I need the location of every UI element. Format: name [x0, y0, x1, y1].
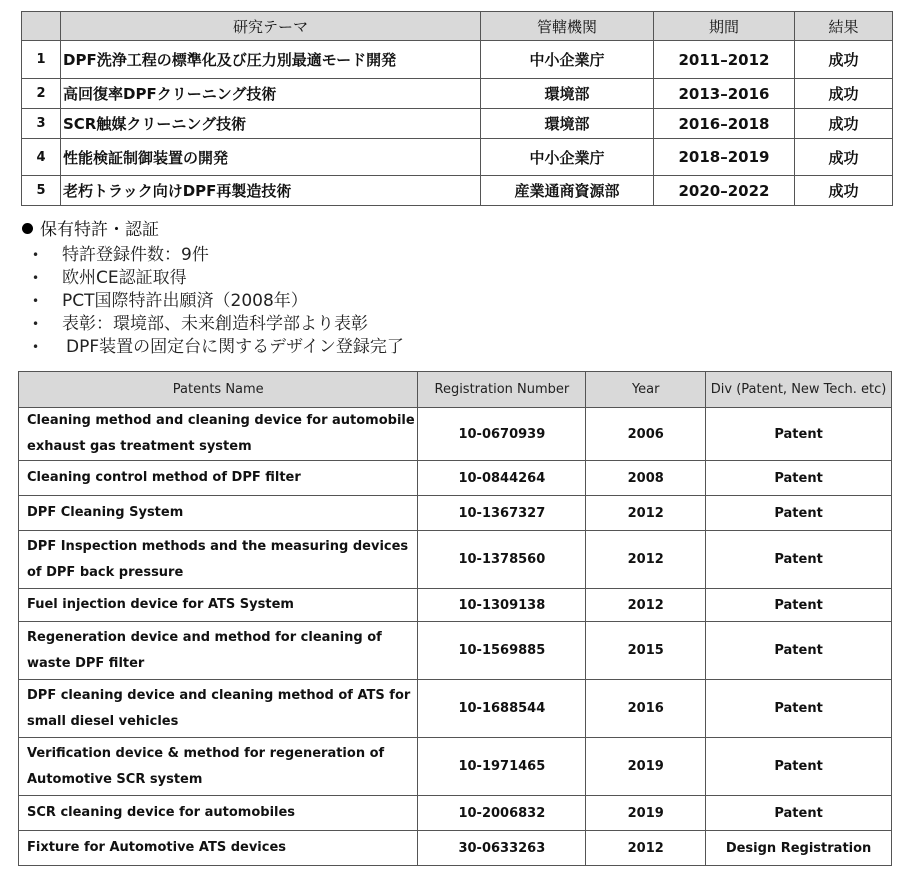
research-header-row	[22, 12, 893, 41]
bullet-dot-icon: •	[32, 248, 40, 262]
patent-year: 2016	[586, 680, 706, 738]
patent-registration-number: 10-2006832	[418, 796, 586, 831]
patents-header-name: Patents Name	[19, 372, 418, 408]
patents-row	[19, 461, 892, 496]
patents-row	[19, 680, 892, 738]
patent-year: 2019	[586, 796, 706, 831]
patent-division: Patent	[706, 796, 892, 831]
patent-year: 2012	[586, 831, 706, 866]
patents-summary-item	[32, 267, 404, 290]
research-row-theme: DPF洗浄工程の標準化及び圧力別最適モード開発	[61, 41, 481, 79]
patents-section-heading	[22, 215, 159, 240]
research-row	[22, 176, 893, 206]
patent-division: Patent	[706, 622, 892, 680]
patents-row	[19, 408, 892, 461]
research-row-result: 成功	[795, 41, 893, 79]
research-row-period: 2013–2016	[654, 79, 795, 109]
patent-year: 2008	[586, 461, 706, 496]
patent-division: Patent	[706, 531, 892, 589]
patent-name: DPF cleaning device and cleaning method of ATS for small diesel vehicles	[19, 680, 418, 738]
research-row-number: 3	[22, 109, 61, 139]
patent-name: Cleaning method and cleaning device for automobile exhaust gas treatment system	[19, 408, 418, 461]
patents-header-year: Year	[586, 372, 706, 408]
bullet-dot-icon: •	[32, 294, 40, 308]
patents-section-title: 保有特許・認証	[40, 220, 159, 240]
patents-summary-text: 表彰：環境部、未来創造科学部より表彰	[62, 314, 368, 334]
patents-summary-item	[32, 244, 404, 267]
research-header-theme: 研究テーマ	[61, 12, 481, 41]
patent-name: SCR cleaning device for automobiles	[19, 796, 418, 831]
patent-division: Patent	[706, 738, 892, 796]
research-row	[22, 109, 893, 139]
patent-name: DPF Inspection methods and the measuring devices of DPF back pressure	[19, 531, 418, 589]
patent-name: Fixture for Automotive ATS devices	[19, 831, 418, 866]
research-row-period: 2020–2022	[654, 176, 795, 206]
bullet-circle-icon	[22, 223, 33, 234]
patents-header-div: Div (Patent, New Tech. etc)	[706, 372, 892, 408]
research-row-result: 成功	[795, 109, 893, 139]
patents-header-number: Registration Number	[418, 372, 586, 408]
patent-division: Patent	[706, 680, 892, 738]
patent-year: 2015	[586, 622, 706, 680]
patent-registration-number: 10-1378560	[418, 531, 586, 589]
research-row-period: 2016–2018	[654, 109, 795, 139]
research-header-result: 結果	[795, 12, 893, 41]
patent-division: Design Registration	[706, 831, 892, 866]
bullet-dot-icon: •	[32, 340, 40, 354]
patents-summary-text: 欧州CE認証取得	[62, 268, 187, 288]
patent-registration-number: 10-1309138	[418, 589, 586, 622]
research-row-number: 5	[22, 176, 61, 206]
patent-registration-number: 10-1971465	[418, 738, 586, 796]
research-row-agency: 環境部	[481, 109, 654, 139]
research-row-result: 成功	[795, 79, 893, 109]
research-table	[21, 11, 893, 206]
patents-row	[19, 796, 892, 831]
patent-year: 2012	[586, 531, 706, 589]
research-row-theme: 性能検証制御装置の開発	[61, 139, 481, 176]
bullet-dot-icon: •	[32, 317, 40, 331]
research-row-agency: 中小企業庁	[481, 139, 654, 176]
research-row-theme: 高回復率DPFクリーニング技術	[61, 79, 481, 109]
research-row	[22, 79, 893, 109]
patents-row	[19, 496, 892, 531]
patents-row	[19, 738, 892, 796]
patent-name: DPF Cleaning System	[19, 496, 418, 531]
research-header-number	[22, 12, 61, 41]
patent-division: Patent	[706, 408, 892, 461]
patents-row	[19, 831, 892, 866]
patent-name: Verification device & method for regeneration of Automotive SCR system	[19, 738, 418, 796]
patents-summary-list	[32, 244, 404, 359]
patents-table	[18, 371, 892, 866]
patents-summary-text: PCT国際特許出願済（2008年）	[62, 291, 308, 311]
research-row-agency: 中小企業庁	[481, 41, 654, 79]
patent-registration-number: 10-1569885	[418, 622, 586, 680]
patent-year: 2012	[586, 589, 706, 622]
research-row-period: 2018–2019	[654, 139, 795, 176]
patents-row	[19, 622, 892, 680]
bullet-dot-icon: •	[32, 271, 40, 285]
research-row-period: 2011–2012	[654, 41, 795, 79]
research-header-period: 期間	[654, 12, 795, 41]
patent-year: 2006	[586, 408, 706, 461]
research-header-agency: 管轄機関	[481, 12, 654, 41]
patents-summary-text: 特許登録件数：9件	[62, 245, 209, 265]
patent-registration-number: 10-0844264	[418, 461, 586, 496]
patent-registration-number: 30-0633263	[418, 831, 586, 866]
research-row	[22, 41, 893, 79]
patents-summary-item	[32, 336, 404, 359]
patent-registration-number: 10-1688544	[418, 680, 586, 738]
research-row-theme: SCR触媒クリーニング技術	[61, 109, 481, 139]
patents-row	[19, 589, 892, 622]
patent-year: 2012	[586, 496, 706, 531]
patents-header-row	[19, 372, 892, 408]
patents-row	[19, 531, 892, 589]
research-row-result: 成功	[795, 176, 893, 206]
patent-division: Patent	[706, 461, 892, 496]
research-row-number: 1	[22, 41, 61, 79]
patent-division: Patent	[706, 496, 892, 531]
patents-summary-item	[32, 290, 404, 313]
patents-summary-item	[32, 313, 404, 336]
research-row-number: 4	[22, 139, 61, 176]
patents-summary-text: DPF装置の固定台に関するデザイン登録完了	[66, 337, 404, 357]
patent-name: Cleaning control method of DPF filter	[19, 461, 418, 496]
research-row-agency: 産業通商資源部	[481, 176, 654, 206]
patent-name: Regeneration device and method for cleaning of waste DPF filter	[19, 622, 418, 680]
patent-name: Fuel injection device for ATS System	[19, 589, 418, 622]
patent-registration-number: 10-0670939	[418, 408, 586, 461]
patent-registration-number: 10-1367327	[418, 496, 586, 531]
research-row-result: 成功	[795, 139, 893, 176]
patent-division: Patent	[706, 589, 892, 622]
research-row-number: 2	[22, 79, 61, 109]
patent-year: 2019	[586, 738, 706, 796]
research-row	[22, 139, 893, 176]
research-row-agency: 環境部	[481, 79, 654, 109]
research-row-theme: 老朽トラック向けDPF再製造技術	[61, 176, 481, 206]
